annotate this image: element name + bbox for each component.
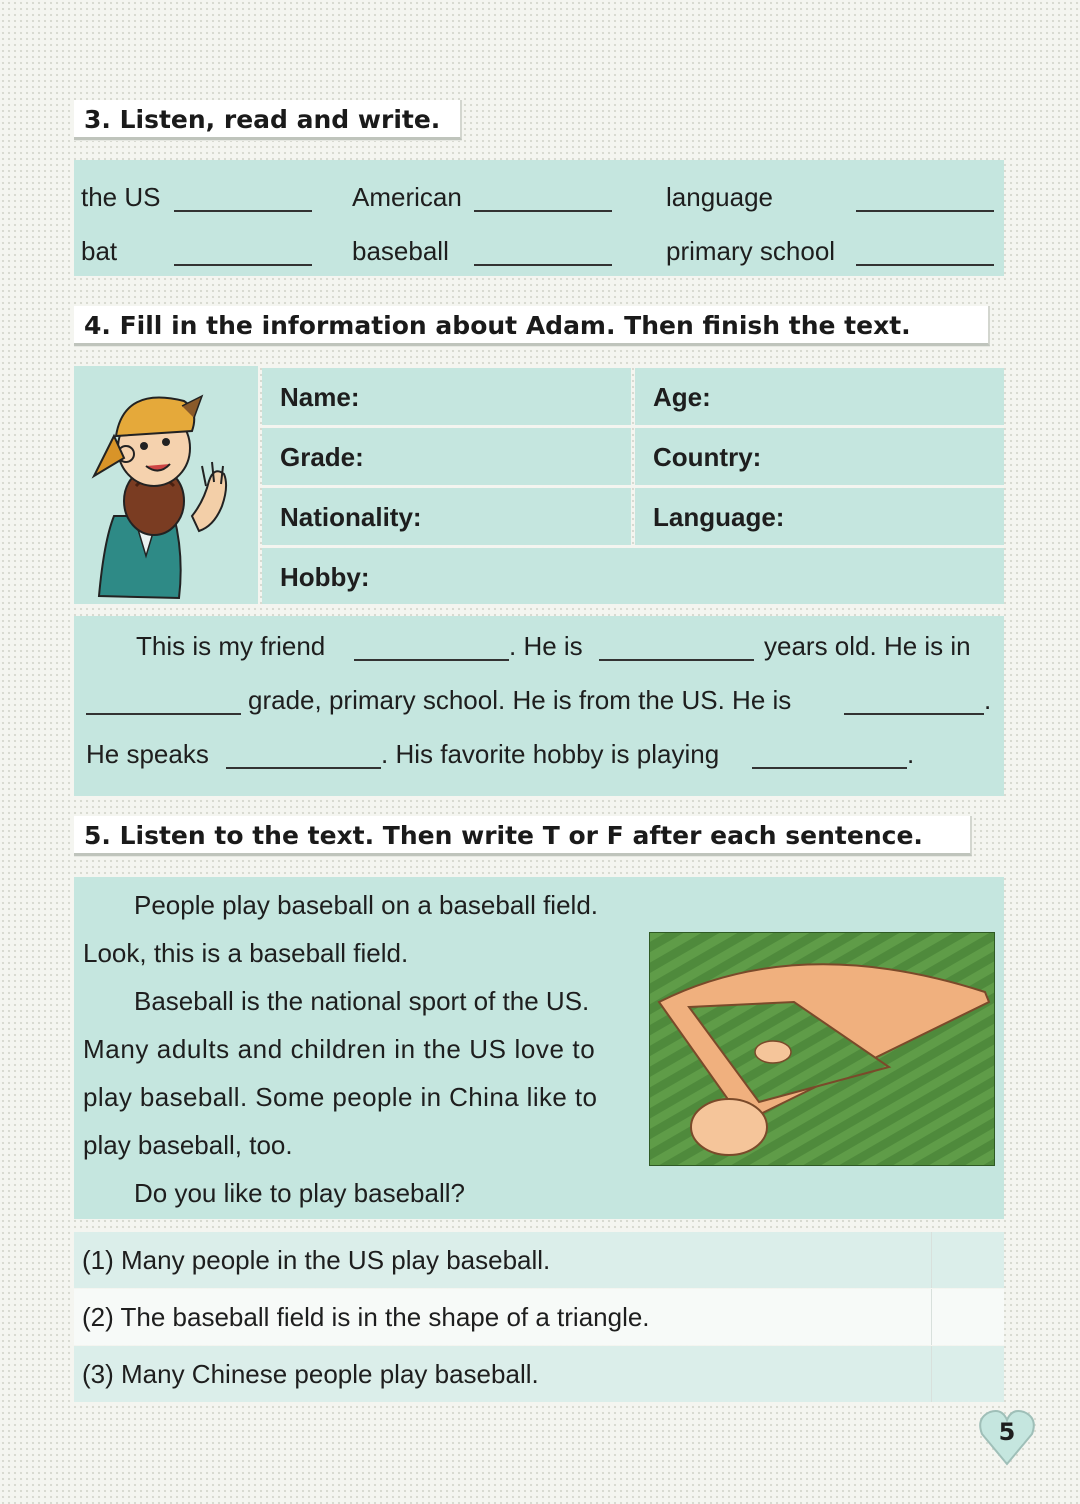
word-the-us: the US: [81, 182, 161, 212]
blank-name[interactable]: [354, 659, 509, 661]
blank-language[interactable]: [226, 767, 381, 769]
adam-picture-panel: [74, 366, 258, 604]
tf-statement-row: [74, 1289, 1004, 1345]
adam-baseball-boy-illustration: [74, 366, 258, 604]
word-blank[interactable]: [856, 210, 994, 212]
tf-answer-box[interactable]: [931, 1232, 1004, 1288]
field-country: Country:: [635, 428, 1004, 485]
blank-nationality[interactable]: [844, 713, 984, 715]
reading-passage-panel: [74, 877, 1004, 1219]
blank-age[interactable]: [599, 659, 754, 661]
section-4-header: 4. Fill in the information about Adam. Then finish the text.: [74, 306, 990, 346]
text-line3-part2: . His favorite hobby is playing: [381, 739, 720, 769]
text-line1-part3: years old. He is in: [764, 631, 971, 661]
word-bat: bat: [81, 236, 118, 266]
page-number-badge: [978, 1404, 1036, 1466]
section-5-header: 5. Listen to the text. Then write T or F after each sentence.: [74, 816, 972, 856]
field-language: Language:: [635, 488, 1004, 545]
passage-line: Many adults and children in the US love to: [83, 1034, 596, 1064]
text-line2-part2: .: [984, 685, 992, 715]
word-blank[interactable]: [856, 264, 994, 266]
passage-line: Look, this is a baseball field.: [83, 938, 409, 968]
page-number: 5: [998, 1418, 1016, 1446]
word-blank[interactable]: [174, 210, 312, 212]
tf-statement-text: (1) Many people in the US play baseball.: [82, 1245, 551, 1275]
passage-line: People play baseball on a baseball field.: [134, 890, 599, 920]
word-language: language: [666, 182, 773, 212]
passage-line: play baseball. Some people in China like to: [83, 1082, 598, 1112]
word-american: American: [352, 182, 462, 212]
adam-text-panel: [74, 616, 1004, 796]
tf-statement-row: [74, 1346, 1004, 1402]
field-grade: Grade:: [262, 428, 631, 485]
tf-answer-box[interactable]: [931, 1346, 1004, 1402]
blank-grade[interactable]: [86, 713, 241, 715]
passage-line: Do you like to play baseball?: [134, 1178, 465, 1208]
tf-answer-box[interactable]: [931, 1289, 1004, 1345]
text-line3-part1: He speaks: [86, 739, 209, 769]
section-3-word-panel: [74, 160, 1004, 276]
word-blank[interactable]: [174, 264, 312, 266]
tf-statement-text: (2) The baseball field is in the shape of a triangle.: [82, 1302, 650, 1332]
field-nationality: Nationality:: [262, 488, 631, 545]
text-line3-part3: .: [907, 739, 915, 769]
tf-statement-text: (3) Many Chinese people play baseball.: [82, 1359, 539, 1389]
word-primary-school: primary school: [666, 236, 836, 266]
text-line1-part1: This is my friend: [136, 631, 326, 661]
word-baseball: baseball: [352, 236, 449, 266]
passage-line: play baseball, too.: [83, 1130, 293, 1160]
text-line2-part1: grade, primary school. He is from the US. He is: [248, 685, 792, 715]
field-age: Age:: [635, 368, 1004, 425]
passage-line: Baseball is the national sport of the US.: [134, 986, 590, 1016]
section-3-header: 3. Listen, read and write.: [74, 100, 462, 140]
field-name: Name:: [262, 368, 631, 425]
word-blank[interactable]: [474, 210, 612, 212]
field-hobby: Hobby:: [262, 548, 1004, 604]
baseball-field-illustration: [649, 932, 995, 1166]
tf-statement-row: [74, 1232, 1004, 1288]
blank-hobby[interactable]: [752, 767, 907, 769]
word-blank[interactable]: [474, 264, 612, 266]
text-line1-part2: . He is: [509, 631, 583, 661]
